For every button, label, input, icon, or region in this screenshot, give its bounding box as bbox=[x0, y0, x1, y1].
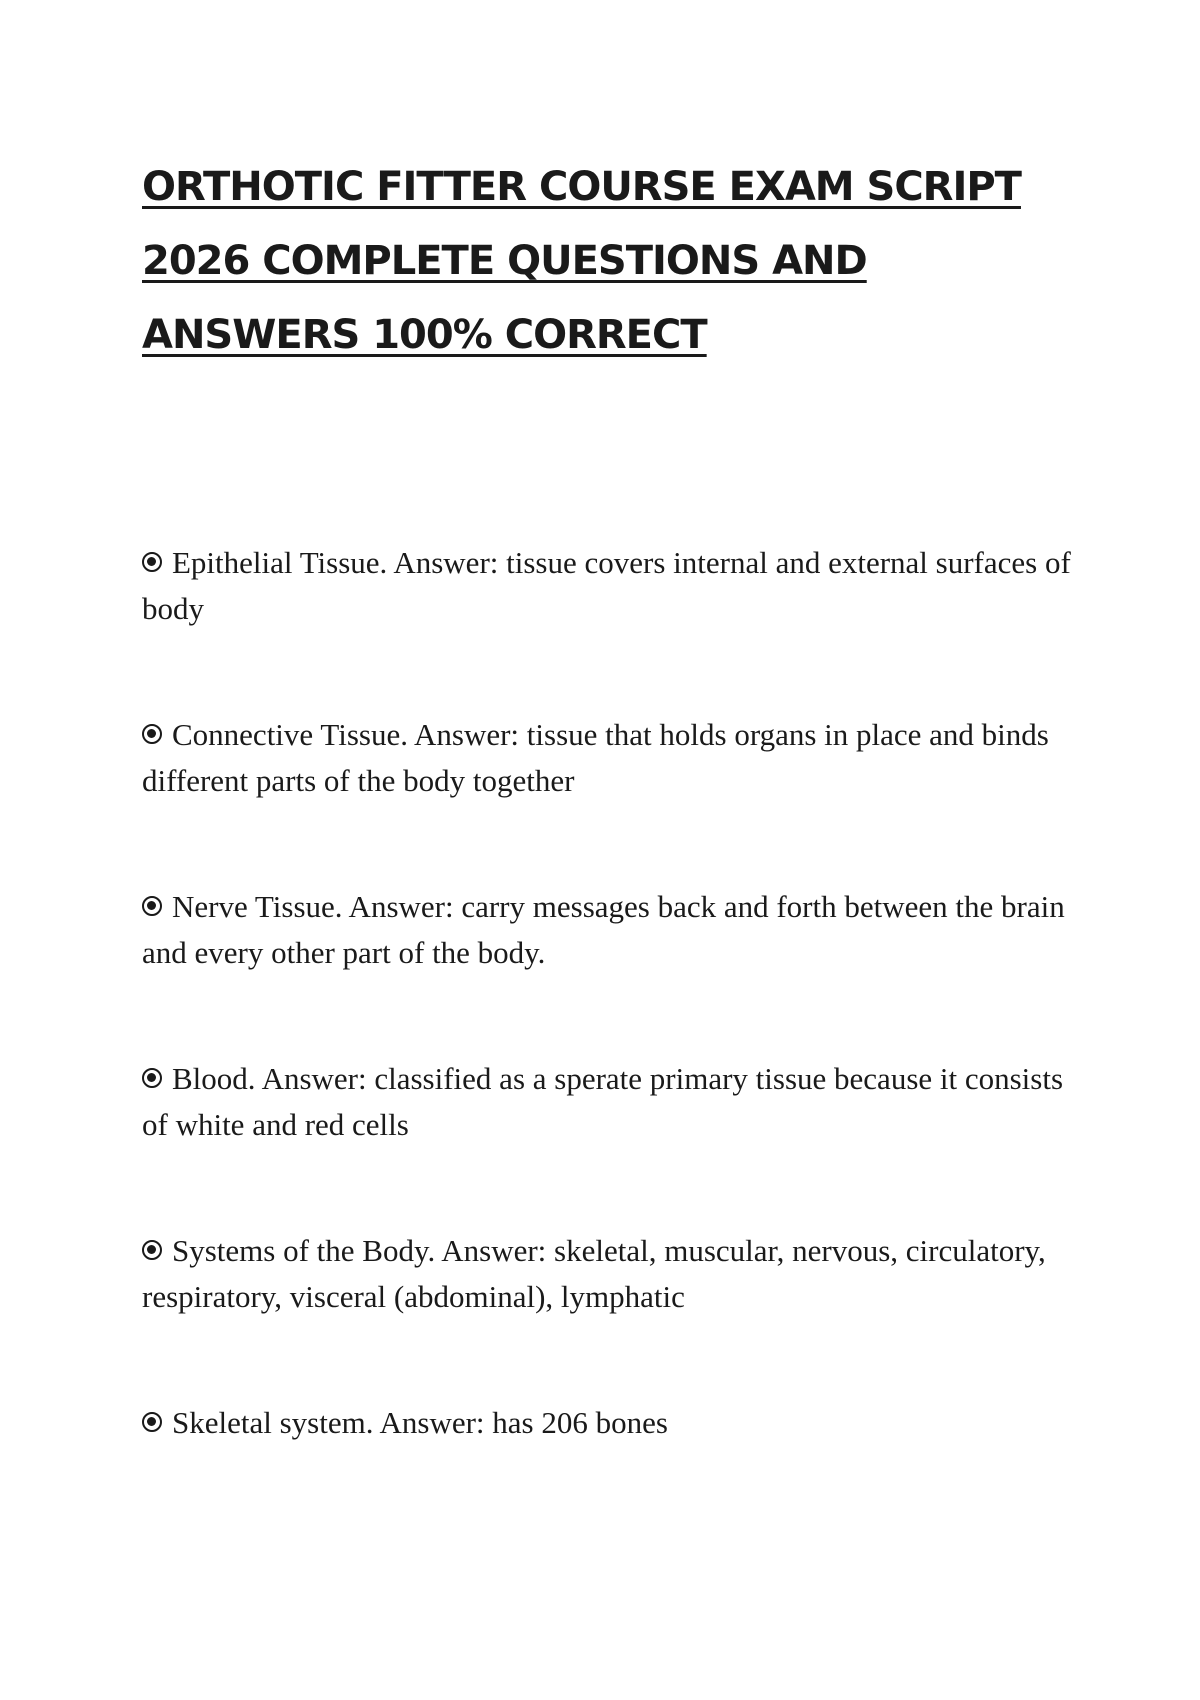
list-item bbox=[142, 1400, 1072, 1572]
list-item bbox=[142, 884, 1072, 1056]
radio-bullet-icon bbox=[142, 896, 162, 916]
radio-bullet-icon bbox=[142, 1068, 162, 1088]
question-answer-list bbox=[142, 540, 1072, 1572]
qa-text: Skeletal system. Answer: has 206 bones bbox=[172, 1405, 668, 1440]
list-item bbox=[142, 1056, 1072, 1228]
radio-bullet-icon bbox=[142, 1240, 162, 1260]
list-item bbox=[142, 540, 1072, 712]
radio-bullet-icon bbox=[142, 552, 162, 572]
radio-bullet-icon bbox=[142, 1412, 162, 1432]
qa-text: Nerve Tissue. Answer: carry messages back and forth between the brain and every other part of the body. bbox=[142, 889, 1065, 970]
document-title: ORTHOTIC FITTER COURSE EXAM SCRIPT 2026 COMPLETE QUESTIONS AND ANSWERS 100% CORRECT bbox=[142, 164, 1021, 358]
list-item bbox=[142, 712, 1072, 884]
qa-text: Systems of the Body. Answer: skeletal, muscular, nervous, circulatory, respiratory, visceral (abdominal), lymphatic bbox=[142, 1233, 1046, 1314]
qa-text: Epithelial Tissue. Answer: tissue covers internal and external surfaces of body bbox=[142, 545, 1071, 626]
qa-text: Blood. Answer: classified as a sperate primary tissue because it consists of white and red cells bbox=[142, 1061, 1064, 1142]
list-item bbox=[142, 1228, 1072, 1400]
radio-bullet-icon bbox=[142, 724, 162, 744]
qa-text: Connective Tissue. Answer: tissue that holds organs in place and binds different parts of the body together bbox=[142, 717, 1049, 798]
